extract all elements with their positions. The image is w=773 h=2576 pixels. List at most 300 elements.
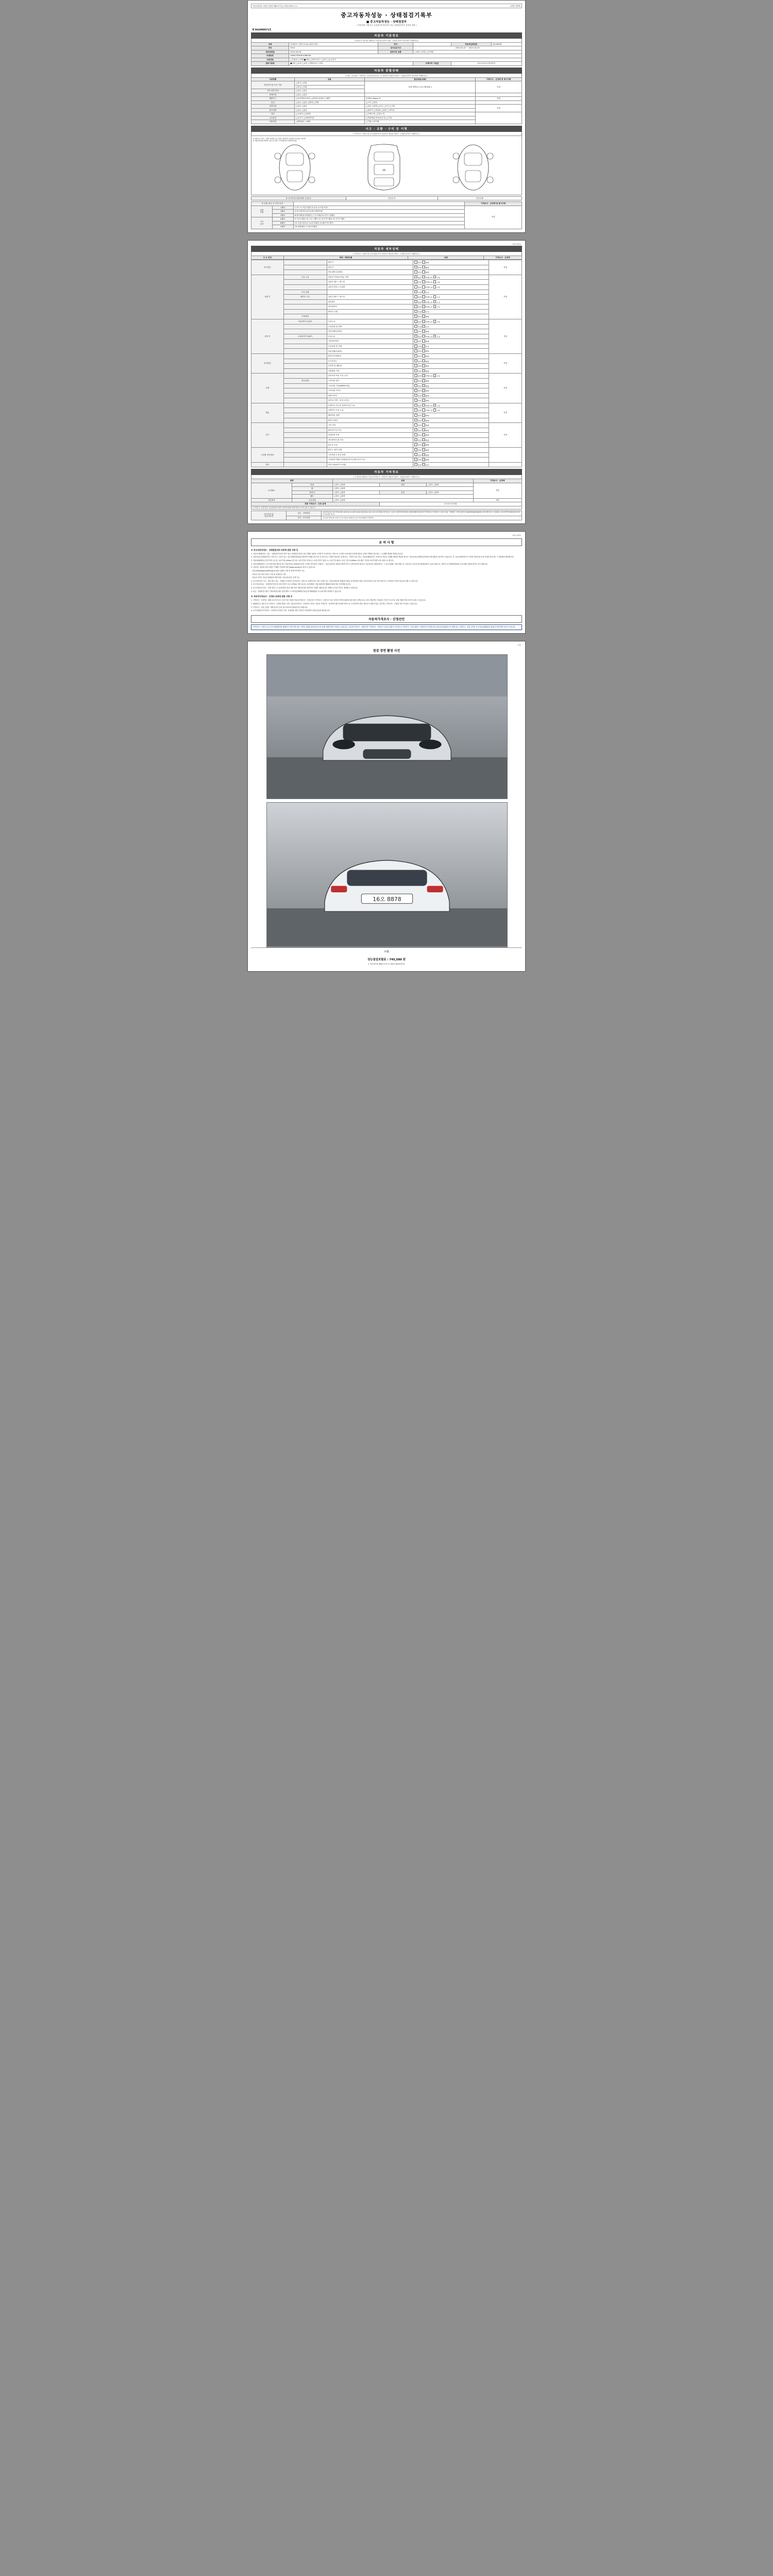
detail-state-cell[interactable]: 없음 미세누유 누유 <box>413 319 489 325</box>
row-state: □무채색 □유채색 <box>294 112 364 116</box>
checkbox[interactable] <box>414 399 417 402</box>
checkbox[interactable] <box>414 276 417 279</box>
parts-list: 9.프론트패널 10.크로스멤버 11.인사이드패널 12.사이드멤버 <box>293 217 465 221</box>
checkbox[interactable] <box>414 300 417 303</box>
detail-state-cell[interactable]: 양호 불량 <box>413 314 489 319</box>
total-value: 0 0 0 0 0 만원 <box>379 502 522 506</box>
table-row <box>251 423 522 428</box>
checkbox[interactable] <box>433 335 436 338</box>
checkbox[interactable] <box>422 340 425 343</box>
table-row <box>251 433 522 438</box>
car-diagram-panel <box>251 135 522 195</box>
checkbox[interactable] <box>433 280 436 283</box>
checkbox[interactable] <box>414 379 417 382</box>
detail-item-label: 기어변속장치 <box>327 339 413 344</box>
table-row <box>251 462 522 467</box>
etc-item: 타이어 <box>292 490 332 494</box>
detail-state-cell[interactable]: 양호 불량 <box>413 443 489 448</box>
detail-part <box>283 364 327 369</box>
notice-item: 3. 자동차매매업에 등록기간은 (공·일, 보증거리) (30km) 입니다. 보증기간의 중복시는 (보증기간이 있을 시), 보증기간 30일 / 보증 거리 2,000km 보다 짧은 기간과 보증거리를 보증 내용으로 합니다. <box>251 559 394 562</box>
table-row <box>251 428 522 433</box>
detail-state-cell[interactable]: 없음 미세누유 누유 <box>413 280 489 285</box>
checkbox[interactable] <box>422 394 425 397</box>
detail-state-cell[interactable]: 적정 부족 <box>413 344 489 349</box>
checkbox[interactable] <box>433 305 436 308</box>
row-value: 16오8878 <box>492 43 522 46</box>
photo-rear-view <box>266 802 508 947</box>
checkbox[interactable] <box>422 409 425 412</box>
detail-item-label: 클러치 어셈블리 <box>327 354 413 359</box>
table-row <box>251 81 522 85</box>
detail-state-cell[interactable]: 양호 불량 <box>413 359 489 364</box>
table-row <box>251 457 522 463</box>
checkbox[interactable] <box>422 369 425 372</box>
checkbox[interactable] <box>422 280 425 283</box>
checkbox[interactable] <box>414 270 417 274</box>
checkbox[interactable] <box>422 443 425 446</box>
checkbox[interactable] <box>414 310 417 313</box>
checkbox[interactable] <box>422 448 425 451</box>
detail-state-cell[interactable]: 적정 부족 <box>413 290 489 295</box>
table-row <box>251 378 522 383</box>
document-number-value: 962000071호 <box>255 29 272 31</box>
table-row <box>251 112 522 116</box>
detail-state-cell[interactable]: 없음 미세누유 누유 <box>413 408 489 413</box>
detail-price <box>489 462 522 467</box>
row-price <box>476 93 522 96</box>
detail-group-name: 자기진단 <box>251 260 284 275</box>
checkbox[interactable] <box>414 360 417 363</box>
row-value: ZAM57RTA9E1086436 <box>289 54 522 58</box>
row-detail: 0.00% %ppm % <box>365 97 476 100</box>
checkbox[interactable] <box>414 384 417 387</box>
inspector-row-key: 성능 · 상태점검 <box>287 511 322 516</box>
checkbox[interactable] <box>422 433 425 436</box>
checkbox[interactable] <box>422 389 425 392</box>
detail-part: 오일 누유 <box>283 275 327 280</box>
detail-item-label: 라디에이터 팬 모터 <box>327 437 413 443</box>
detail-item-label: 브레이크 오일 누유 <box>327 408 413 413</box>
checkbox[interactable] <box>414 295 417 298</box>
detail-item-label: 냉각수 수량 <box>327 309 413 314</box>
checkbox[interactable] <box>422 404 425 407</box>
detail-part: 냉각수 누수 <box>283 295 327 300</box>
table-row <box>251 270 522 275</box>
checkbox[interactable] <box>414 266 417 269</box>
row-label: 사용연료 <box>251 58 289 61</box>
checkbox[interactable] <box>414 433 417 436</box>
row-price <box>476 100 522 104</box>
detail-state-cell[interactable]: 양호 불량 <box>413 428 489 433</box>
checkbox[interactable] <box>414 345 417 348</box>
notice-item: 5. 성능 · 상태점검기록부 기재사항에 대한 분쟁 발생 시 소비자분쟁해결기준(공정거래위원회 고시)에 따라 처리할 수 있습니다. <box>251 590 342 592</box>
notice-list-1 <box>251 553 522 593</box>
parts-list: 16.대쉬패널 17.플로어패널 <box>293 225 465 229</box>
photo-list <box>251 654 522 947</box>
detail-part <box>283 270 327 275</box>
detail-state-cell[interactable]: 양호 불량 <box>413 437 489 443</box>
checkbox[interactable] <box>433 409 436 412</box>
checkbox[interactable] <box>433 300 436 303</box>
row-label: 리콜대상 <box>251 120 295 124</box>
detail-state-cell[interactable]: 없음 있음 <box>413 462 489 467</box>
row-price: 적정 <box>476 97 522 100</box>
etc-state2: □양호 □불량 <box>426 490 473 494</box>
section-overall-header: 자동차 종합상태 <box>251 67 522 74</box>
notice-heading-2: ※ 자동차가격조사 · 산정의 보증에 관한 사항 등 <box>251 595 293 598</box>
overall-state-table <box>251 77 522 124</box>
checkbox[interactable] <box>422 330 425 333</box>
detail-state-cell[interactable]: 양호 불량 <box>413 388 489 394</box>
detail-state-cell[interactable]: 없음 미세누유 누유 <box>413 374 489 379</box>
checkbox[interactable] <box>422 419 425 422</box>
table-row <box>251 97 522 100</box>
detail-state-cell[interactable]: 양호 불량 <box>413 364 489 369</box>
detail-item-label: 작동상태 (공회전) <box>327 270 413 275</box>
detail-state-cell[interactable]: 양호 불량 <box>413 265 489 270</box>
detail-state-cell[interactable]: 양호 불량 <box>413 423 489 428</box>
checkbox[interactable] <box>414 349 417 352</box>
checkbox[interactable] <box>422 276 425 279</box>
checkbox[interactable] <box>422 315 425 318</box>
detail-price: 적정 <box>489 403 522 422</box>
detail-item-label: 실린더 헤드 / 개스킷 <box>327 280 413 285</box>
page-subtitle-note: ( 자동차를 거래 또는 수입할 때 자동차가 성능·상태점검자가 점검한 내용 ) <box>356 24 417 26</box>
detail-item-label: 워터펌프 <box>327 299 413 304</box>
detail-part <box>283 260 327 265</box>
section-detail-note: ( 가격조사 · 산정가 및 특기사항을 하여 점검자가 제공한 내역은 · 신청을 통하여 기재합니다 ) <box>251 252 522 256</box>
sheet-page-2 <box>247 240 526 524</box>
checkbox[interactable] <box>422 429 425 432</box>
table-row <box>251 516 522 520</box>
table-header-row <box>251 77 522 81</box>
parts-price-label: 가격조사 · 산정액 및 특기사항 <box>465 202 522 206</box>
etc-item: 휠 <box>292 487 332 490</box>
row-value: 2014-04-16 <box>289 50 378 54</box>
detail-state-cell[interactable]: 양호 불량 <box>413 433 489 438</box>
checkbox[interactable] <box>414 285 417 289</box>
row-label: 전정가치 및 특기 사항 <box>251 81 295 89</box>
row-value: 2025-02-01 ~ 2027-02-02 <box>413 46 522 50</box>
parts-rank: 3랭크 <box>272 213 293 217</box>
inspector-row-value: 성능점검 책임보험 보상기간 1년/ 2만km 확대보증 보장 745,580원(부가세포함) <box>322 516 522 520</box>
notice-item: 2. 중고자동차의 구조 · 장치 별로 성능 · 상태를 고지하지 아니하거나, 거짓으로 점검하거나 거짓 고지한 자는 (자동차관리법 제 80조 제3호 및 제7항의 허위 고지에 따라서 2년 이하 징역 또는 2천만원 이하의 벌금)에 처할 수 있습니다. <box>251 580 418 582</box>
table-row <box>251 408 522 413</box>
row-state: □정상 □미흡 <box>294 85 364 89</box>
row-price <box>476 112 522 124</box>
detail-state-cell[interactable]: 양호 불량 <box>413 270 489 275</box>
checkbox[interactable] <box>414 389 417 392</box>
accident-simple-exchange: 단순교환 <box>438 196 522 200</box>
checkbox[interactable] <box>422 458 425 461</box>
row-label: 차대번호 <box>251 54 289 58</box>
sheet-page-4 <box>247 641 526 972</box>
detail-state-cell[interactable]: 양호 불량 <box>413 368 489 374</box>
checkbox[interactable] <box>414 335 417 338</box>
checkbox[interactable] <box>433 276 436 279</box>
car-rear-svg <box>445 142 501 193</box>
detail-item-label: 고전원전기배선 상태(접속단자,피복,보호기구) <box>327 457 413 463</box>
page-subtitle: ■ 중고자동차성능 · 상태점검부 <box>366 21 407 24</box>
detail-part <box>283 344 327 349</box>
checkbox[interactable] <box>422 291 425 294</box>
table-row <box>251 354 522 359</box>
checkbox[interactable] <box>414 409 417 412</box>
checkbox[interactable] <box>414 443 417 446</box>
checkbox[interactable] <box>422 300 425 303</box>
detail-price: 적정 <box>489 275 522 319</box>
sheet-page-1 <box>247 0 526 233</box>
detail-price: 적정 <box>489 423 522 448</box>
detail-group-name: 고전원 전기장치 <box>251 448 284 463</box>
checkbox[interactable] <box>414 369 417 372</box>
detail-state-cell[interactable]: 양호 불량 <box>413 339 489 344</box>
checkbox[interactable] <box>422 453 425 456</box>
inspector-row-value: 보험사역(보상) 내역 이력4-5월 (105,0 61.5)(보험) (2019 4월-4월,12,411) (10 (보상 4월)(보상 정보보 ) 보증이 보험처리내역조회는(손해보험협회 접속)하신 후 확인하시기 바랍니다. 보험 년 없음 · 상태점검 · 차량 등록번호 ZAM57RTA9E1086436 조회 내역입니다. 보증범위는 자동차관리법 제58조의4 에 따른 보증범위 입니다. <box>322 511 522 516</box>
detail-item-label: 실린더 커버(로커암) 커버 <box>327 275 413 280</box>
checkbox[interactable] <box>422 423 425 427</box>
checkbox[interactable] <box>422 305 425 308</box>
table-row <box>251 304 522 310</box>
detail-part <box>283 428 327 433</box>
checkbox[interactable] <box>414 354 417 358</box>
diagram-legend-2: ※ 차량 앞부분을 좌측에 기준으로 하며, 각 부위별 번호 상세부위 참조 <box>253 139 297 142</box>
parts-rank: A랭크 <box>272 217 293 221</box>
checkbox[interactable] <box>414 419 417 422</box>
accident-history-table <box>251 196 522 200</box>
col-header: 주 요 장치 <box>251 256 284 259</box>
detail-state-cell[interactable]: 없음 미세누유 누유 <box>413 275 489 280</box>
detail-part: 작동상태 <box>283 378 327 383</box>
checkbox[interactable] <box>414 453 417 456</box>
table-row <box>251 309 522 314</box>
detail-part: 오일 유량 <box>283 290 327 295</box>
notice-item: 2. 매매업자는 매수인이 가격조사 · 산정을 원하는 경우 자동차가격조사 · 산정자로 하여금 자동차 가격조사 · 산정하여 매수인에게 서면으로 고지하여야 하며, 매수인이 원하지 않는 경우에는 가격조사 · 산정을 하지 아니할 수 있습니다. <box>251 603 417 605</box>
checkbox[interactable] <box>422 360 425 363</box>
row-label: 연식 <box>251 46 289 50</box>
detail-part <box>283 280 327 285</box>
valuation-box-text: "가격조사 · 산정"은 실시기가 매매계약을 체결하기 전에 일반 최근 가격의 객관적 판단에 있으며 실제 거래가격과 상이할 수 있습니다. 자동차가격조사 · 산정(이하 "가격조사 · 산정")은 보증의 대상이 아니며, 본 가격조사 · 산정 내용은 구매자의 의사결정 참고자료로만 활용하시기 바랍니다. 가격조사 · 산정 금액은 중고자동차매매업자 판매 가격에 대한 보증이 아닙니다. <box>253 625 516 628</box>
table-row <box>251 202 522 206</box>
checkbox[interactable] <box>414 463 417 466</box>
detail-item-label: 라디에이터 <box>327 304 413 310</box>
detail-item-label: 스티어링 펌프 <box>327 378 413 383</box>
notice-item: 3. 중고자동차성능 · 상태점검기록부의 보증기간은 1년 / 2만km 이내 입니다. 보증범위는 자동차관리법 제58조의4에 따른 보증범위 입니다. <box>251 583 351 586</box>
checkbox[interactable] <box>414 291 417 294</box>
checkbox[interactable] <box>422 345 425 348</box>
checkbox[interactable] <box>414 320 417 323</box>
detail-state-cell[interactable]: 없음 미세누수 누수 <box>413 304 489 310</box>
checkbox[interactable] <box>414 458 417 461</box>
detail-state-cell[interactable]: 양호 불량 <box>413 452 489 457</box>
checkbox[interactable] <box>422 379 425 382</box>
checkbox[interactable] <box>422 399 425 402</box>
checkbox[interactable] <box>433 404 436 407</box>
detail-state-cell[interactable]: 없음 미세누유 누유 <box>413 403 489 408</box>
row-value: 마세라티 기블리 S Q4 (세부모델 ) <box>289 43 378 46</box>
checkbox[interactable] <box>422 285 425 289</box>
document-number-label: 제 <box>252 29 255 31</box>
checkbox[interactable] <box>414 340 417 343</box>
detail-item-label: 변속기 <box>327 265 413 270</box>
detail-part <box>283 354 327 359</box>
checkbox[interactable] <box>422 325 425 328</box>
detail-item-label: 등속조인트 <box>327 359 413 364</box>
checkbox[interactable] <box>433 295 436 298</box>
detail-state-cell[interactable]: 적정 부족 <box>413 309 489 314</box>
row-value: 0 0 0 0 0 0 킬로미터 <box>451 62 522 65</box>
detail-state-cell[interactable]: 없음 미세누수 누수 <box>413 299 489 304</box>
etc-state: □양호 □불량 <box>332 483 379 486</box>
detail-state-cell[interactable]: 양호 불량 <box>413 349 489 354</box>
detail-item-label: 원동기 <box>327 260 413 265</box>
checkbox[interactable] <box>422 374 425 377</box>
table-row <box>251 403 522 408</box>
checkbox[interactable] <box>414 280 417 283</box>
checkbox[interactable] <box>414 330 417 333</box>
detail-state-cell[interactable]: 양호 불량 <box>413 354 489 359</box>
detail-state-cell[interactable]: 양호 불량 <box>413 329 489 334</box>
checkbox[interactable] <box>414 394 417 397</box>
etc-state2: □양호 □불량 <box>426 483 473 486</box>
car-diagram-rear <box>445 142 507 193</box>
detail-part <box>283 462 327 467</box>
checkbox[interactable] <box>422 295 425 298</box>
detail-item-label: 브레이크 마스터 실린더오일 누유 <box>327 403 413 408</box>
checkbox[interactable] <box>414 315 417 318</box>
detail-state-cell[interactable]: 없음 미세누수 누수 <box>413 295 489 300</box>
checkbox[interactable] <box>422 261 425 264</box>
checkbox[interactable] <box>414 325 417 328</box>
checkbox[interactable] <box>422 349 425 352</box>
table-row <box>251 206 522 209</box>
detail-item-label: 오일유량 및 상태 <box>327 324 413 329</box>
table-row <box>251 511 522 516</box>
checkbox[interactable] <box>414 261 417 264</box>
detail-part <box>283 265 327 270</box>
row-label: 튜닝 <box>251 100 295 104</box>
row-label: 연식 <box>378 43 413 46</box>
detail-state-cell[interactable]: 양호 불량 <box>413 418 489 423</box>
parts-list: 13.트렁크플로어 14.리어패널 15.패키지트레이 <box>293 221 465 225</box>
table-row <box>251 105 522 108</box>
etc-group-label: 수리필요 <box>251 483 292 498</box>
col-header: 가격조사 · 산정액 및 특기사항 <box>476 77 522 81</box>
checkbox[interactable] <box>422 463 425 466</box>
checkbox[interactable] <box>414 423 417 427</box>
checkbox[interactable] <box>433 285 436 289</box>
detail-item-label: 스티어링 조인트 <box>327 388 413 394</box>
detail-part <box>283 359 327 364</box>
checkbox[interactable] <box>433 374 436 377</box>
table-row <box>251 280 522 285</box>
row-state: □정상 □미흡 <box>294 81 364 85</box>
checkbox[interactable] <box>414 374 417 377</box>
checkbox[interactable] <box>422 270 425 274</box>
detail-item-label: 추진축 및 베어링 <box>327 364 413 369</box>
detail-state-cell[interactable]: 양호 불량 <box>413 393 489 398</box>
detail-item-label: 발전기 출력 <box>327 418 413 423</box>
detail-part <box>283 304 327 310</box>
notice-item: 2. 자동차성능상태점검자가 거짓 또는 오류가 있는 성능상태점검내용을 제공하여 매매 보증기간 중 성능가능 이내에 자동차의 실제 성능 · 상태가 다른 경우, 자동차매매업자는 하자보증 처리로 손해를 배상할 책임을 집니다. 자동차성능상태점검자에게 손해 배상을 청구할 수 있습니다. 단, 성능상태점검자가 기입한 책임보험 등에 가입한 경우에는 그 범위에서 배상합니다. <box>251 556 514 558</box>
checkbox[interactable] <box>422 364 425 367</box>
row-value: □가솔린 □디젤 ■LPG □하이브리드 □전기 □수소전기 <box>289 58 522 61</box>
checkbox[interactable] <box>414 448 417 451</box>
valuation-box <box>251 624 522 630</box>
page-indicator-2: (3쪽중 제2쪽) <box>512 243 521 245</box>
basic-info-table <box>251 42 522 66</box>
checkbox[interactable] <box>422 335 425 338</box>
checkbox[interactable] <box>433 320 436 323</box>
checkbox[interactable] <box>422 354 425 358</box>
row-state: □있음 □없음 <box>294 89 364 93</box>
checkbox[interactable] <box>422 320 425 323</box>
checkbox[interactable] <box>414 404 417 407</box>
row-label: 검사유효기간 <box>378 46 413 50</box>
detail-state-cell[interactable]: 양호 불량 <box>413 413 489 418</box>
checkbox[interactable] <box>422 310 425 313</box>
checkbox[interactable] <box>414 429 417 432</box>
page-title: 중고자동차성능 · 상태점검기록부 <box>341 12 432 19</box>
row-detail <box>365 93 476 96</box>
table-row <box>251 506 522 509</box>
checkbox[interactable] <box>422 266 425 269</box>
row-state: □선루프 □내비게이션 <box>294 116 364 120</box>
detail-state-cell[interactable]: 양호 불량 <box>413 378 489 383</box>
row-label: 차체사항 <box>251 93 295 96</box>
section-overall-note: ( 사용 · 주요골조 · 가격조사 · 산정가 통지기록 · 등 점검자가 제공한 내역은 · 신청을 통하여 경우에만 기재합니다 ) <box>251 74 522 77</box>
col-header: 상태 <box>408 256 484 259</box>
checkbox[interactable] <box>414 364 417 367</box>
etc-item: 康트 <box>292 495 332 498</box>
row-detail: 현재 계측치 [ 117,397Km ] <box>365 81 476 93</box>
parts-list: 1.후드 2.프론트펜더 3.도어 4.트렁크리드 <box>293 206 465 209</box>
detail-part <box>283 324 327 329</box>
detail-state-cell[interactable]: 적정 부족 <box>413 324 489 329</box>
table-row <box>251 483 522 486</box>
row-label: 자동차등록번호 <box>451 43 492 46</box>
detail-part <box>283 437 327 443</box>
detail-part <box>283 403 327 408</box>
detail-item-label: 타이로드엔드 및 볼 조인트 <box>327 398 413 403</box>
detail-price: 적정 <box>489 260 522 275</box>
checkbox[interactable] <box>414 438 417 442</box>
inspection-fee: 성능점검보험료 : 745,580 원 <box>367 958 406 961</box>
detail-item-label: 윈도우 모터 <box>327 443 413 448</box>
detail-state-cell[interactable]: 없음 미세누유 누유 <box>413 284 489 290</box>
col-header: 가격조사 · 산정액 <box>473 479 522 483</box>
checkbox[interactable] <box>422 438 425 442</box>
detail-part <box>283 452 327 457</box>
detail-state-cell[interactable]: 양호 불량 <box>413 457 489 463</box>
etc-item: 보유상태 <box>292 498 332 502</box>
detail-state-cell[interactable]: 양호 불량 <box>413 398 489 403</box>
col-header: 사용현황 <box>251 77 295 81</box>
detail-state-cell[interactable]: 양호 불량 <box>413 260 489 265</box>
checkbox[interactable] <box>422 414 425 417</box>
total-note: ※ 가격조사 · 산정가격은 성능점검자의 주관적 가격이며 실제 거래가격과는 차이가 있을 수 있습니다. <box>251 506 522 509</box>
checkbox[interactable] <box>422 384 425 387</box>
checkbox[interactable] <box>414 305 417 308</box>
accident-simple-repair: 단순수리 <box>346 196 438 200</box>
detail-state-cell[interactable]: 양호 불량 <box>413 448 489 453</box>
row-price: 적정 <box>476 81 522 93</box>
detail-state-cell[interactable]: 양호 불량 <box>413 383 489 388</box>
checkbox[interactable] <box>414 414 417 417</box>
detail-part <box>283 448 327 453</box>
row-value <box>413 43 451 46</box>
detail-state-cell[interactable]: 없음 미세누유 누유 <box>413 334 489 339</box>
